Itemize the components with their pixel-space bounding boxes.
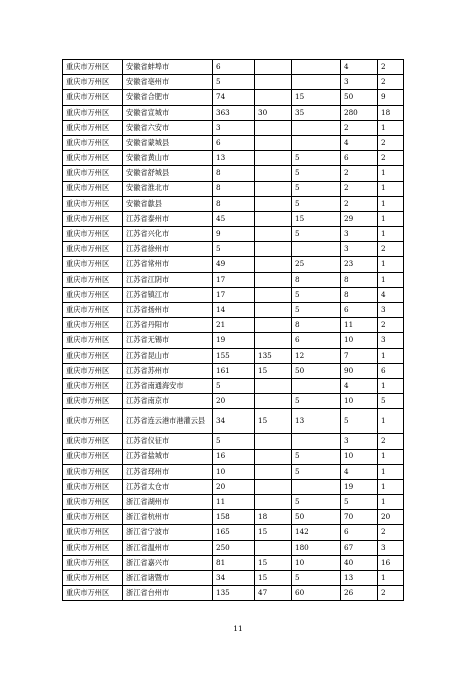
table-cell: 2 xyxy=(378,135,404,150)
table-cell: 重庆市万州区 xyxy=(63,166,123,181)
table-cell: 12 xyxy=(292,348,341,363)
table-cell xyxy=(255,394,292,409)
table-cell: 1 xyxy=(378,227,404,242)
table-cell xyxy=(255,495,292,510)
table-cell: 3 xyxy=(341,75,378,90)
table-cell: 13 xyxy=(213,151,255,166)
table-cell: 6 xyxy=(213,60,255,75)
table-cell: 1 xyxy=(378,348,404,363)
table-row xyxy=(63,166,404,181)
table-cell: 10 xyxy=(292,555,341,570)
table-cell: 5 xyxy=(213,378,255,393)
table-cell xyxy=(292,378,341,393)
table-cell xyxy=(255,318,292,333)
table-cell: 15 xyxy=(255,555,292,570)
table-cell: 5 xyxy=(292,166,341,181)
table-cell: 8 xyxy=(341,287,378,302)
table-cell: 重庆市万州区 xyxy=(63,555,123,570)
table-cell: 浙江省宁波市 xyxy=(123,525,213,540)
table-row xyxy=(63,272,404,287)
table-cell xyxy=(255,242,292,257)
table-cell: 26 xyxy=(341,586,378,601)
table-cell: 60 xyxy=(292,586,341,601)
table-cell: 江苏省扬州市 xyxy=(123,303,213,318)
table-cell: 19 xyxy=(213,333,255,348)
table-cell: 15 xyxy=(255,525,292,540)
table-cell: 3 xyxy=(213,120,255,135)
table-cell: 50 xyxy=(292,510,341,525)
table-cell: 重庆市万州区 xyxy=(63,409,123,434)
table-cell: 2 xyxy=(378,434,404,449)
table-cell: 1 xyxy=(378,571,404,586)
table-cell: 8 xyxy=(292,272,341,287)
table-cell: 安徽省宣城市 xyxy=(123,105,213,120)
table-row xyxy=(63,378,404,393)
table-row xyxy=(63,181,404,196)
table-cell: 165 xyxy=(213,525,255,540)
table-cell: 11 xyxy=(213,495,255,510)
table-cell: 16 xyxy=(213,449,255,464)
table-cell: 8 xyxy=(341,272,378,287)
table-cell: 180 xyxy=(292,540,341,555)
table-cell xyxy=(255,181,292,196)
table-cell: 13 xyxy=(292,409,341,434)
table-cell: 45 xyxy=(213,211,255,226)
table-cell: 6 xyxy=(341,151,378,166)
table-cell: 5 xyxy=(213,75,255,90)
table-cell: 20 xyxy=(213,479,255,494)
table-cell: 34 xyxy=(213,409,255,434)
table-row xyxy=(63,90,404,105)
table-cell: 江苏省丹阳市 xyxy=(123,318,213,333)
table-body xyxy=(63,60,404,601)
table-cell: 11 xyxy=(341,318,378,333)
table-cell: 浙江省台州市 xyxy=(123,586,213,601)
table-cell: 安徽省合肥市 xyxy=(123,90,213,105)
table-cell: 5 xyxy=(292,196,341,211)
table-cell: 1 xyxy=(378,196,404,211)
table-cell: 江苏省无锡市 xyxy=(123,333,213,348)
table-cell: 重庆市万州区 xyxy=(63,135,123,150)
table-cell xyxy=(255,120,292,135)
table-cell: 7 xyxy=(341,348,378,363)
table-cell: 江苏省徐州市 xyxy=(123,242,213,257)
table-cell: 1 xyxy=(378,257,404,272)
table-cell: 重庆市万州区 xyxy=(63,181,123,196)
table-cell: 280 xyxy=(341,105,378,120)
table-cell: 2 xyxy=(341,120,378,135)
table-row xyxy=(63,333,404,348)
table-cell: 2 xyxy=(378,318,404,333)
table-cell: 25 xyxy=(292,257,341,272)
table-cell: 重庆市万州区 xyxy=(63,75,123,90)
table-cell: 17 xyxy=(213,272,255,287)
table-cell: 5 xyxy=(341,495,378,510)
table-row xyxy=(63,318,404,333)
table-cell: 江苏省江阴市 xyxy=(123,272,213,287)
table-cell: 江苏省盐城市 xyxy=(123,449,213,464)
table-cell xyxy=(255,434,292,449)
table-cell: 16 xyxy=(378,555,404,570)
table-cell: 4 xyxy=(341,378,378,393)
table-cell: 2 xyxy=(341,166,378,181)
table-row xyxy=(63,60,404,75)
table-cell: 1 xyxy=(378,479,404,494)
table-cell: 10 xyxy=(341,394,378,409)
table-cell: 20 xyxy=(213,394,255,409)
table-cell xyxy=(255,151,292,166)
table-cell: 15 xyxy=(255,571,292,586)
table-cell xyxy=(255,257,292,272)
table-cell: 2 xyxy=(341,181,378,196)
table-cell xyxy=(255,90,292,105)
table-cell: 161 xyxy=(213,363,255,378)
table-row xyxy=(63,525,404,540)
table-cell: 安徽省蒙城县 xyxy=(123,135,213,150)
table-row xyxy=(63,196,404,211)
table-cell: 3 xyxy=(341,227,378,242)
table-cell: 5 xyxy=(292,464,341,479)
table-cell: 29 xyxy=(341,211,378,226)
table-cell: 50 xyxy=(341,90,378,105)
table-cell: 81 xyxy=(213,555,255,570)
table-row xyxy=(63,394,404,409)
table-cell: 重庆市万州区 xyxy=(63,449,123,464)
table-cell xyxy=(255,378,292,393)
table-row xyxy=(63,257,404,272)
table-cell: 23 xyxy=(341,257,378,272)
table-cell: 15 xyxy=(255,409,292,434)
table-cell: 5 xyxy=(292,449,341,464)
table-cell: 江苏省常州市 xyxy=(123,257,213,272)
table-cell: 5 xyxy=(292,287,341,302)
table-cell: 5 xyxy=(213,242,255,257)
table-cell: 5 xyxy=(292,571,341,586)
table-cell: 安徽省亳州市 xyxy=(123,75,213,90)
table-cell: 江苏省兴化市 xyxy=(123,227,213,242)
table-cell: 重庆市万州区 xyxy=(63,196,123,211)
table-cell: 67 xyxy=(341,540,378,555)
table-row xyxy=(63,151,404,166)
table-cell: 19 xyxy=(341,479,378,494)
table-cell: 江苏省昆山市 xyxy=(123,348,213,363)
table-row xyxy=(63,571,404,586)
table-cell: 2 xyxy=(378,75,404,90)
table-cell: 5 xyxy=(292,495,341,510)
table-cell: 20 xyxy=(378,510,404,525)
table-cell xyxy=(255,135,292,150)
table-cell: 15 xyxy=(292,211,341,226)
table-row xyxy=(63,287,404,302)
table-row xyxy=(63,510,404,525)
table-cell: 8 xyxy=(292,318,341,333)
table-cell: 江苏省仪征市 xyxy=(123,434,213,449)
table-cell: 10 xyxy=(341,333,378,348)
table-cell: 重庆市万州区 xyxy=(63,479,123,494)
table-cell: 34 xyxy=(213,571,255,586)
table-cell xyxy=(255,540,292,555)
table-cell: 安徽省歙县 xyxy=(123,196,213,211)
table-cell: 5 xyxy=(292,151,341,166)
table-cell: 重庆市万州区 xyxy=(63,287,123,302)
table-cell: 2 xyxy=(341,196,378,211)
table-row xyxy=(63,348,404,363)
table-cell xyxy=(255,303,292,318)
table-cell: 重庆市万州区 xyxy=(63,151,123,166)
table-cell: 363 xyxy=(213,105,255,120)
table-cell: 江苏省太仓市 xyxy=(123,479,213,494)
table-cell: 5 xyxy=(378,394,404,409)
table-cell: 安徽省舒城县 xyxy=(123,166,213,181)
table-cell: 8 xyxy=(213,181,255,196)
table-cell: 8 xyxy=(213,166,255,181)
table-cell: 4 xyxy=(341,60,378,75)
table-cell: 74 xyxy=(213,90,255,105)
table-cell: 重庆市万州区 xyxy=(63,120,123,135)
table-cell: 重庆市万州区 xyxy=(63,540,123,555)
table-cell: 江苏省连云港市港灌云县 xyxy=(123,409,213,434)
table-cell: 重庆市万州区 xyxy=(63,510,123,525)
table-cell: 15 xyxy=(255,363,292,378)
table-cell: 4 xyxy=(378,287,404,302)
table-row xyxy=(63,540,404,555)
table-cell: 1 xyxy=(378,495,404,510)
table-row xyxy=(63,479,404,494)
table-cell: 重庆市万州区 xyxy=(63,434,123,449)
table-cell: 安徽省淮北市 xyxy=(123,181,213,196)
table-cell xyxy=(292,60,341,75)
table-cell xyxy=(255,464,292,479)
table-cell: 3 xyxy=(341,242,378,257)
table-cell xyxy=(255,60,292,75)
page-number: 11 xyxy=(233,624,243,633)
table-cell: 江苏省镇江市 xyxy=(123,287,213,302)
table-cell: 重庆市万州区 xyxy=(63,571,123,586)
table-cell: 135 xyxy=(255,348,292,363)
table-cell: 浙江省诸暨市 xyxy=(123,571,213,586)
table-cell: 15 xyxy=(292,90,341,105)
table-cell: 14 xyxy=(213,303,255,318)
table-row xyxy=(63,242,404,257)
table-cell: 6 xyxy=(292,333,341,348)
table-row xyxy=(63,434,404,449)
table-cell: 重庆市万州区 xyxy=(63,348,123,363)
table-cell: 6 xyxy=(341,303,378,318)
table-cell: 1 xyxy=(378,181,404,196)
table-cell: 3 xyxy=(378,303,404,318)
table-cell: 142 xyxy=(292,525,341,540)
table-cell: 5 xyxy=(341,409,378,434)
table-cell: 重庆市万州区 xyxy=(63,394,123,409)
table-cell: 13 xyxy=(341,571,378,586)
table-cell xyxy=(255,479,292,494)
table-cell: 5 xyxy=(292,227,341,242)
table-cell: 重庆市万州区 xyxy=(63,211,123,226)
table-cell: 重庆市万州区 xyxy=(63,378,123,393)
table-cell: 重庆市万州区 xyxy=(63,257,123,272)
table-cell: 2 xyxy=(378,586,404,601)
table-cell: 1 xyxy=(378,409,404,434)
table-cell: 2 xyxy=(378,242,404,257)
table-row xyxy=(63,120,404,135)
table-cell: 2 xyxy=(378,525,404,540)
table-cell: 浙江省嘉兴市 xyxy=(123,555,213,570)
table-cell: 安徽省六安市 xyxy=(123,120,213,135)
table-cell: 35 xyxy=(292,105,341,120)
table-cell: 1 xyxy=(378,464,404,479)
table-cell: 3 xyxy=(378,333,404,348)
table-cell: 重庆市万州区 xyxy=(63,303,123,318)
table-cell xyxy=(255,287,292,302)
table-cell: 安徽省黄山市 xyxy=(123,151,213,166)
table-row xyxy=(63,464,404,479)
table-cell: 6 xyxy=(213,135,255,150)
table-cell: 江苏省苏州市 xyxy=(123,363,213,378)
table-row xyxy=(63,105,404,120)
table-cell: 4 xyxy=(341,464,378,479)
table-cell: 江苏省南通海安市 xyxy=(123,378,213,393)
table-cell: 4 xyxy=(341,135,378,150)
table-cell xyxy=(292,434,341,449)
table-cell: 浙江省温州市 xyxy=(123,540,213,555)
table-cell xyxy=(292,242,341,257)
table-cell: 3 xyxy=(341,434,378,449)
table-cell xyxy=(255,272,292,287)
table-cell: 49 xyxy=(213,257,255,272)
table-cell: 40 xyxy=(341,555,378,570)
table-cell: 70 xyxy=(341,510,378,525)
table-cell: 17 xyxy=(213,287,255,302)
table-cell: 5 xyxy=(292,394,341,409)
table-cell xyxy=(292,75,341,90)
table-cell: 重庆市万州区 xyxy=(63,60,123,75)
table-cell xyxy=(255,449,292,464)
table-cell: 2 xyxy=(378,151,404,166)
table-cell: 重庆市万州区 xyxy=(63,272,123,287)
table-cell: 重庆市万州区 xyxy=(63,90,123,105)
table-cell: 浙江省湖州市 xyxy=(123,495,213,510)
table-cell: 1 xyxy=(378,272,404,287)
table-row xyxy=(63,75,404,90)
table-cell: 重庆市万州区 xyxy=(63,333,123,348)
table-row xyxy=(63,227,404,242)
table-cell xyxy=(255,333,292,348)
data-table xyxy=(62,59,404,601)
table-cell xyxy=(292,479,341,494)
table-cell: 1 xyxy=(378,378,404,393)
table-cell: 浙江省杭州市 xyxy=(123,510,213,525)
table-cell: 重庆市万州区 xyxy=(63,495,123,510)
table-row xyxy=(63,495,404,510)
table-cell xyxy=(255,166,292,181)
table-cell: 重庆市万州区 xyxy=(63,363,123,378)
table-row xyxy=(63,555,404,570)
table-cell: 10 xyxy=(341,449,378,464)
table-row xyxy=(63,586,404,601)
table-cell: 江苏省邳州市 xyxy=(123,464,213,479)
table-cell: 18 xyxy=(378,105,404,120)
table-cell: 47 xyxy=(255,586,292,601)
table-cell: 重庆市万州区 xyxy=(63,464,123,479)
table-cell: 5 xyxy=(213,434,255,449)
table-cell: 重庆市万州区 xyxy=(63,242,123,257)
table-cell: 重庆市万州区 xyxy=(63,105,123,120)
table-cell xyxy=(292,135,341,150)
table-cell xyxy=(255,196,292,211)
table-cell: 250 xyxy=(213,540,255,555)
table-cell xyxy=(292,120,341,135)
table-row xyxy=(63,449,404,464)
table-cell: 5 xyxy=(292,303,341,318)
table-cell: 18 xyxy=(255,510,292,525)
table-cell xyxy=(255,211,292,226)
table-row xyxy=(63,211,404,226)
table-cell: 155 xyxy=(213,348,255,363)
table-cell: 1 xyxy=(378,120,404,135)
table-cell: 6 xyxy=(378,363,404,378)
table-cell: 江苏省泰州市 xyxy=(123,211,213,226)
table-cell xyxy=(255,75,292,90)
table-cell: 158 xyxy=(213,510,255,525)
table-cell: 8 xyxy=(213,196,255,211)
table-row xyxy=(63,135,404,150)
table-cell: 重庆市万州区 xyxy=(63,586,123,601)
table-cell: 重庆市万州区 xyxy=(63,525,123,540)
table-cell: 135 xyxy=(213,586,255,601)
table-row xyxy=(63,363,404,378)
table-cell: 2 xyxy=(378,60,404,75)
table-row xyxy=(63,303,404,318)
table-cell: 5 xyxy=(292,181,341,196)
table-cell: 1 xyxy=(378,166,404,181)
table-cell: 9 xyxy=(378,90,404,105)
table-cell: 9 xyxy=(213,227,255,242)
table-cell: 21 xyxy=(213,318,255,333)
table-cell: 江苏省南京市 xyxy=(123,394,213,409)
table-cell: 安徽省蚌埠市 xyxy=(123,60,213,75)
table-cell: 90 xyxy=(341,363,378,378)
table-cell: 6 xyxy=(341,525,378,540)
table-cell: 50 xyxy=(292,363,341,378)
table-row xyxy=(63,409,404,434)
table-cell: 30 xyxy=(255,105,292,120)
table-cell: 1 xyxy=(378,449,404,464)
table-cell xyxy=(255,227,292,242)
table-cell: 1 xyxy=(378,211,404,226)
table-cell: 10 xyxy=(213,464,255,479)
table-cell: 重庆市万州区 xyxy=(63,227,123,242)
table-cell: 重庆市万州区 xyxy=(63,318,123,333)
table-cell: 3 xyxy=(378,540,404,555)
